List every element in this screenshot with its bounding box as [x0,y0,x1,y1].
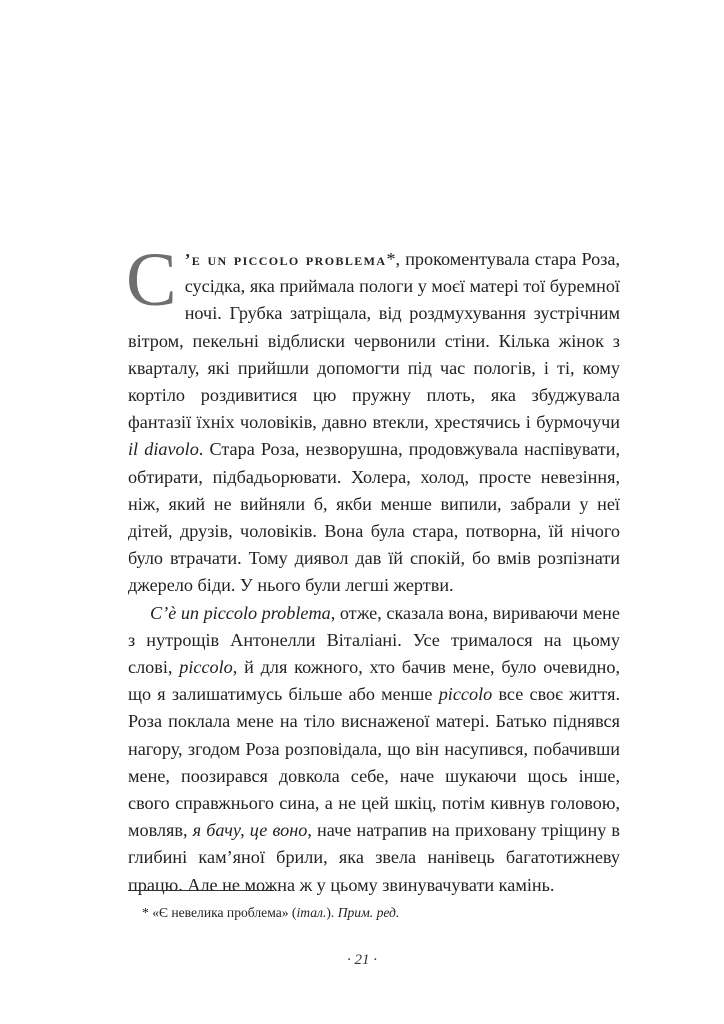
italic-phrase: C’è un piccolo problema [150,602,331,623]
paragraph-2 [128,600,620,899]
italic-i-see: я бачу, це воно [192,820,308,841]
footnote-divider [128,890,274,891]
footnote-after: ). [326,905,338,920]
page-number: · 21 · [347,952,377,968]
footnote-lang: італ. [296,905,327,920]
footnote-editor-note: Прим. ред. [337,905,400,920]
footnote [142,904,602,922]
drop-cap: C [126,238,177,322]
italic-il-diavolo: il diavolo [128,439,199,460]
footnote-mark: * [386,249,396,269]
paragraph-1-text-a: , прокоментувала стара Роза, сусідка, яка приймала пологи у моєї матері тої буремної ночі. Грубка затріщала, від роздмухування зустрічним вітром, пекельні відблиски червонили стіни. Кілька жінок з кварталу, які прийшли допомогти під час пологів, і ті, кому кортіло роздивитися цю пружну плоть, яка збуджувала фантазії їхніх чоловіків, давно втекли, хрестячись і бурмочучи [128,249,620,433]
italic-piccolo-1: piccolo [179,657,233,678]
footnote-text: * «Є невелика проблема» ( [142,905,297,920]
main-text [126,238,620,899]
paragraph-2-text-b: , й для кожного, хто бачив мене, було очевидно, що я залишатимусь більше або менше [128,657,620,705]
opening-smallcaps: ’e un piccolo problema [184,250,387,269]
italic-piccolo-2: piccolo [438,684,493,705]
paragraph-1 [126,238,620,600]
paragraph-2-text-c: все своє життя. Роза поклала мене на тіло виснаженої матері. Батько піднявся нагору, згодом Роза розповідала, що він насупився, побачивши мене, поозирався довкола себе, наче шукаючи щось інше, свого справжнього сина, а не цей шкіц, потім кивнув головою, мовляв, [128,684,620,841]
paragraph-1-text-b: . Стара Роза, незворушна, продовжувала наспівувати, обтирати, підбадьорювати. Холера, холод, просте невезіння, ніж, який не вийняли б, якби менше випили, забрали у неї дітей, друзів, чоловіків. Вона була стара, потворна, їй нічого було втрачати. Тому диявол дав їй спокій, бо вмів розпізнати джерело біди. У нього були легші жертви. [128,439,620,596]
paragraph-2-text-a: , отже, сказала вона, вириваючи мене з нутрощів Антонелли Віталіані. Усе трималося на цьому слові, [128,602,620,678]
paragraph-2-text-d: , наче натрапив на приховану тріщину в глибині кам’яної брили, яка звела нанівець багатотижневу працю. Але не можна ж у цьому звинувачувати камінь. [128,820,620,895]
